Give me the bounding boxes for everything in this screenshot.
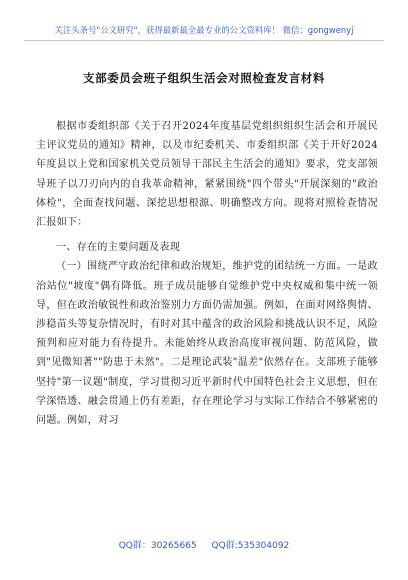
body-paragraph: （一）围绕严守政治纪律和政治规矩，维护党的团结统一方面。一是政治站位"坡度"偶有降低。班子成员能够自觉维护党中央权威和集中统一领导，但在政治敏锐性和政治鉴别力方面仍需加强。例如，在面对网络舆情、涉稳苗头等复杂情况时，有时对其中蕴含的政治风险和挑战认识不足，风险预判和应对能力有待提升。未能始终从政治高度审视问题、防范风险，做到"见微知著""防患于未然"。二是理论武装"温差"依然存在。支部班子能够坚持"第一议题"制度，学习贯彻习近平新时代中国特色社会主义思想，但在学深悟透、融会贯通上仍有差距，存在理论学习与实际工作结合不够紧密的问题。例如，对习 [36,261,378,427]
section-heading: 一、存在的主要问题及表现 [56,242,181,254]
document-body [36,117,378,430]
footer-contact [0,538,408,551]
header-divider [24,40,384,41]
footer-qq-group-2[interactable]: QQ群:535304092 [211,541,290,551]
document-title: 支部委员会班子组织生活会对照检查发言材料 [83,71,325,85]
intro-paragraph: 根据市委组织部《关于召开2024年度基层党组织组织生活会和开展民主评议党员的通知》精神，以及市纪委机关、市委组织部《关于开好2024年度县以上党和国家机关党员领导干部民主生活会的通知》要求，党支部领导班子以刀刃向内的自我革命精神，紧紧围绕"四个带头"开展深刻的"政治体检"，全面查找问题、深挖思想根源、明确整改方向。现将对照检查情况汇报如下： [36,121,378,229]
footer-qq-group-1[interactable]: QQ群：30265665 [118,541,197,551]
header-banner[interactable]: 关注头条号"公文研究"，获得最新最全最专业的公文资料库！ 微信：gongwenyj [54,25,354,35]
